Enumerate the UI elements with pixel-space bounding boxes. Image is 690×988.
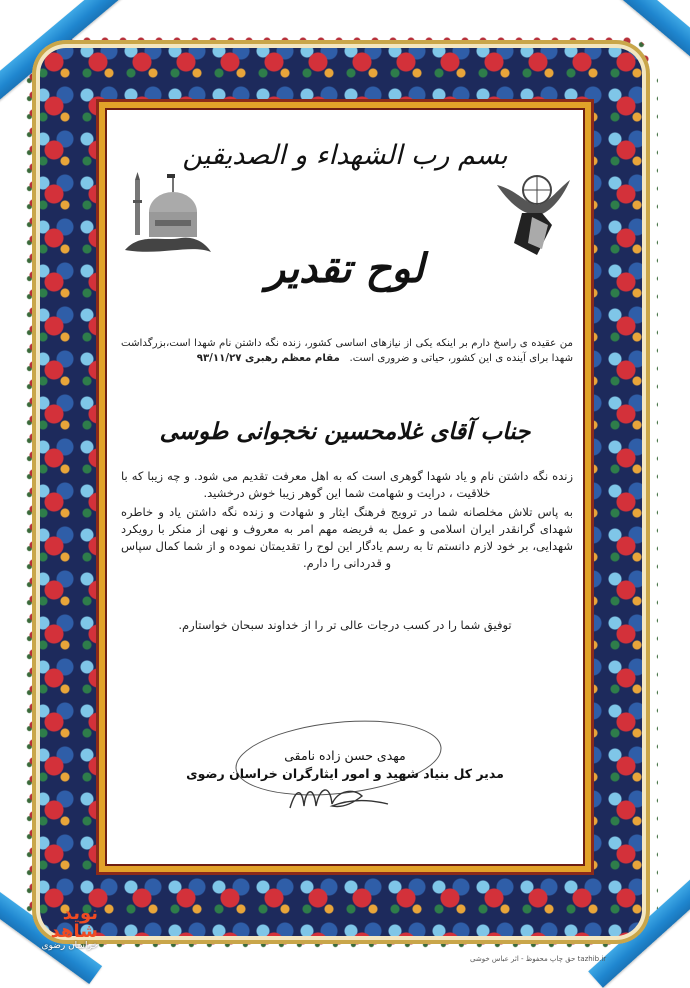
signature-icon xyxy=(282,778,392,818)
certificate-paper xyxy=(105,108,585,866)
watermark-main: نوید شاهد xyxy=(50,903,98,942)
quote-text: من عقیده ی راسخ دارم بر اینکه یکی از نیازهای اساسی کشور، زنده نگه داشتن نام شهدا است،بزرگداشت شهدا برای آینده ی این کشور، حیاتی و ضروری است. xyxy=(121,338,573,364)
bismillah-heading: بسم رب الشهداء و الصدیقین xyxy=(182,140,508,171)
certificate-body xyxy=(121,468,573,574)
watermark-logo xyxy=(28,903,98,951)
print-credit: tazhib.ir حق چاپ محفوظ - اثر عباس خوشی xyxy=(470,955,607,963)
signer-name: مهدی حسن زاده نامقی xyxy=(284,748,406,763)
body-paragraph: زنده نگه داشتن نام و یاد شهدا گوهری است که به اهل معرفت تقدیم می شود. و چه زیبا که با خلاقیت ، درایت و شهامت شما این گوهر زیبا خوش درخشید. xyxy=(121,469,573,500)
body-paragraph: به پاس تلاش مخلصانه شما در ترویج فرهنگ ایثار و شهادت و زنده نگه داشتن یاد و خاطره شهدای گرانقدر ایران اسلامی و عمل به فریضه مهم امر به معروف و نهی از منکر با رویکرد شهدایی، بر خود لازم دانستم تا به رسم یادگار این لوح را تقدیمتان نموده و از شما کمال سپاس و قدردانی را دارم. xyxy=(121,505,573,570)
leader-quote xyxy=(121,336,573,366)
quote-source: مقام معظم رهبری ۹۳/۱۱/۲۷ xyxy=(196,353,340,364)
recipient-name: جناب آقای غلامحسین نخجوانی طوسی xyxy=(159,418,531,445)
closing-line: توفیق شما را در کسب درجات عالی تر را از خداوند سبحان خواستارم. xyxy=(178,618,512,632)
certificate-title: لوح تقدیر xyxy=(265,245,425,292)
watermark-sub: خراسان رضوی xyxy=(41,941,98,951)
signer-title: مدیر کل بنیاد شهید و امور ایثارگران خراسان رضوی xyxy=(186,766,504,781)
